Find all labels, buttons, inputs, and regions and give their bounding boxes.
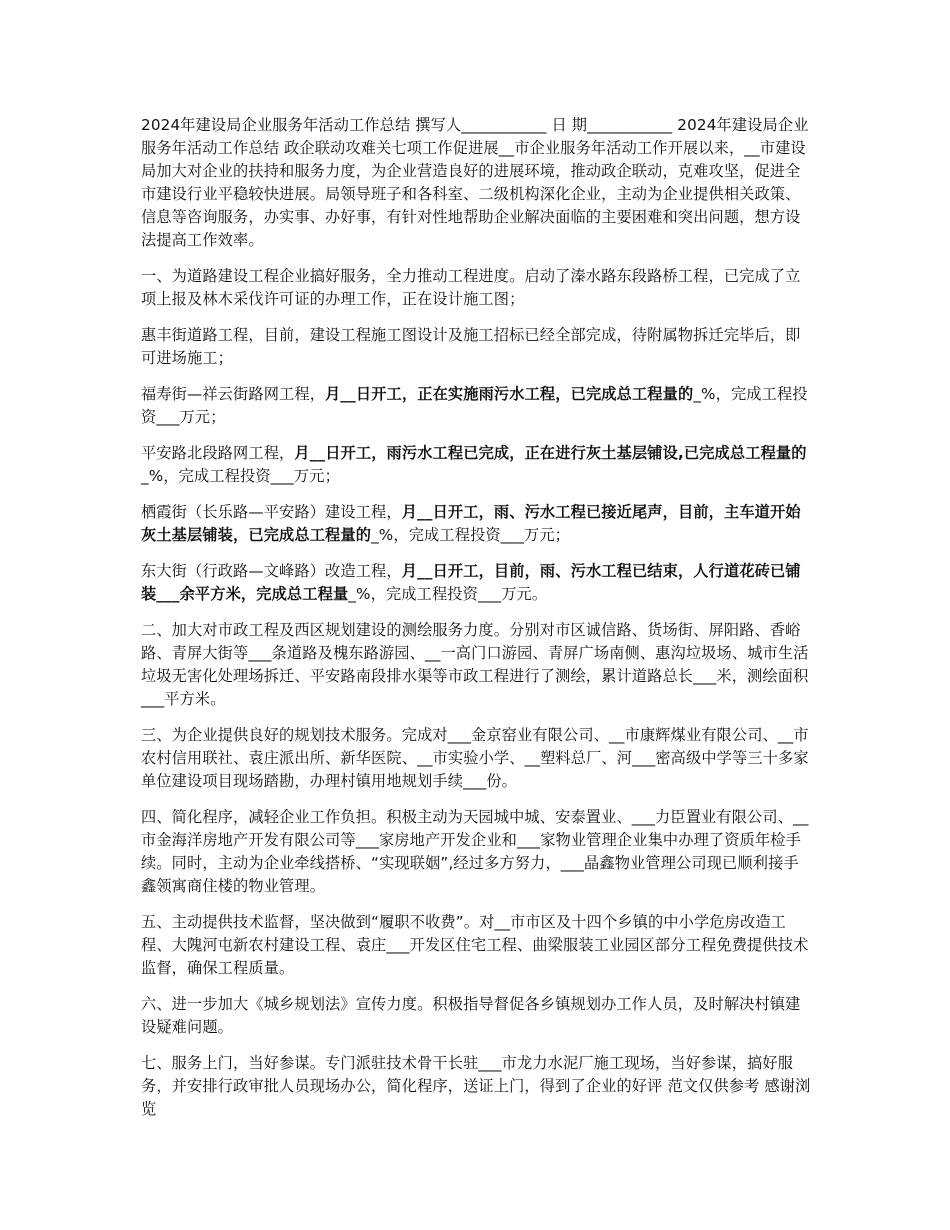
huifeng-street-paragraph: 惠丰街道路工程，目前，建设工程施工图设计及施工招标已经全部完成，待附属物拆迁完毕后，即可进场施工；: [141, 326, 801, 367]
pingan-road-bold: 月__日开工，雨污水工程已完成，正在进行灰土基层铺设,已完成总工程量的: [294, 444, 807, 462]
section-five-paragraph: 五、主动提供技术监督，坚决做到“履职不收费”。对__市市区及十四个乡镇的中小学危房改造工程、大隗河屯新农村建设工程、袁庄___开发区住宅工程、曲梁服装工业园区部分工程免费提供技术监督，确保工程质量。: [141, 913, 809, 977]
fushou-street-bold: 月__日开工，正在实施雨污水工程，已完成总工程量的: [325, 385, 694, 403]
intro-paragraph: 2024年建设局企业服务年活动工作总结 撰写人___________ 日 期___________ 2024年建设局企业服务年活动工作总结 政企联动攻难关七项工作促进展__市企业服务年活动工作开展以来，__市建设局加大对企业的扶持和服务力度，为企业营造良好的进展环境，推动政企联动，克难攻坚，促进全市建设行业平稳较快进展。局领导班子和各科室、二级机构深化企业，主动为企业提供相关政策、信息等咨询服务，办实事、办好事，有针对性地帮助企业解决面临的主要困难和突出问题，想方设法提高工作效率。: [141, 116, 809, 249]
section-one-paragraph: 一、为道路建设工程企业搞好服务，全力推动工程进度。启动了溱水路东段路桥工程，已完成了立项上报及林木采伐许可证的办理工作，正在设计施工图；: [141, 267, 801, 308]
dongda-street-tail: _%，完成工程投资___万元。: [348, 585, 548, 603]
dongda-street-bold: 月__日开工，目前，雨、污水工程已结束，人行道花砖已铺装___余平方米，完成总工程量: [141, 562, 801, 603]
section-two-paragraph: 二、加大对市政工程及西区规划建设的测绘服务力度。分别对市区诚信路、货场街、屏阳路、香峪路、青屏大街等___条道路及槐东路游园、__一高门口游园、青屏广场南侧、惠沟垃圾场、城市生活垃圾无害化处理场拆迁、平安路南段排水渠等市政工程进行了测绘，累计道路总长___米，测绘面积___平方米。: [141, 621, 809, 708]
section-three-paragraph: 三、为企业提供良好的规划技术服务。完成对___金京窑业有限公司、__市康辉煤业有限公司、__市农村信用联社、袁庄派出所、新华医院、__市实验小学、__塑料总厂、河___密高级中学等三十多家单位建设项目现场踏勘，办理村镇用地规划手续___份。: [141, 726, 809, 790]
qixia-street-bold: 月__日开工，雨、污水工程已接近尾声，目前，主车道开始灰土基层铺装，已完成总工程量的: [141, 503, 801, 544]
qixia-street-tail: _%，完成工程投资___万元；: [371, 526, 570, 544]
dongda-street-paragraph: [141, 560, 811, 606]
pingan-road-lead: 平安路北段路网工程，: [141, 444, 295, 462]
dongda-street-lead: 东大街（行政路—文峰路）改造工程，: [141, 562, 402, 580]
qixia-street-lead: 栖霞街（长乐路—平安路）建设工程，: [141, 503, 402, 521]
fushou-street-paragraph: [141, 383, 811, 429]
section-four-paragraph: 四、简化程序，减轻企业工作负担。积极主动为天园城中城、安泰置业、___力臣置业有限公司、__市金海洋房地产开发有限公司等___家房地产开发企业和___家物业管理企业集中办理了资质年检手续。同时，主动为企业牵线搭桥、“实现联姻”,经过多方努力，___晶鑫物业管理公司现已顺利接手鑫领寓商住楼的物业管理。: [141, 808, 809, 895]
qixia-street-paragraph: [141, 501, 811, 547]
fushou-street-lead: 福寿街—祥云街路网工程，: [141, 385, 326, 403]
fushou-street-tail: _%，完成工程投资___万元；: [141, 385, 808, 426]
section-six-paragraph: 六、进一步加大《城乡规划法》宣传力度。积极指导督促各乡镇规划办工作人员，及时解决村镇建设疑难问题。: [141, 995, 801, 1036]
section-seven-paragraph: 七、服务上门，当好参谋。专门派驻技术骨干长驻___市龙力水泥厂施工现场，当好参谋，搞好服务，并安排行政审批人员现场办公，简化程序，送证上门，得到了企业的好评 范文仅供参考 感谢浏览: [141, 1054, 811, 1118]
document-page: [141, 114, 811, 1134]
pingan-road-paragraph: [141, 442, 811, 488]
pingan-road-tail: _%，完成工程投资___万元；: [141, 467, 340, 485]
